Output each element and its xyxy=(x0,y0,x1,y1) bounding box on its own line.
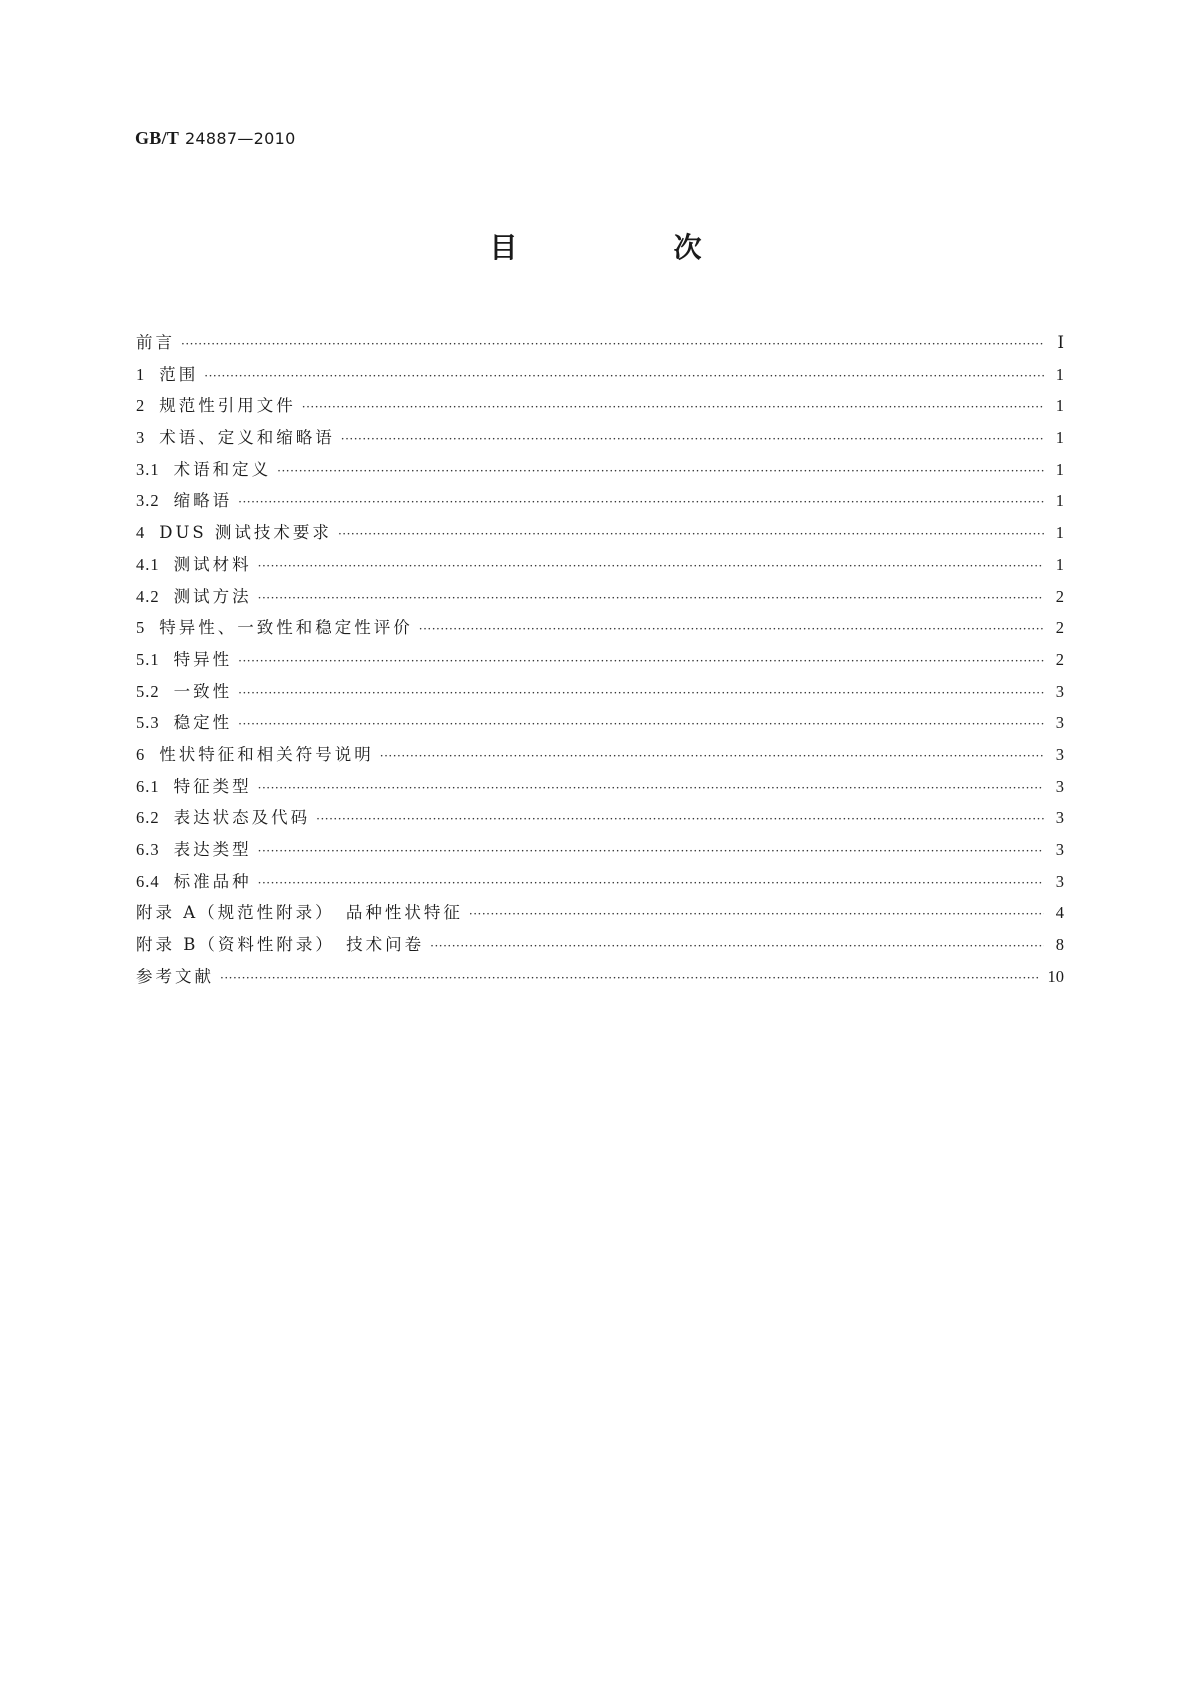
standard-prefix: GB/T xyxy=(135,128,180,148)
toc-entry-label xyxy=(136,549,258,581)
toc-section-title: 附录 B（资料性附录） 技术问卷 xyxy=(136,935,425,955)
toc-entry[interactable] xyxy=(136,739,1064,771)
toc-entry[interactable] xyxy=(136,581,1064,613)
toc-entry-label xyxy=(136,771,258,803)
toc-section-number: 3.2 xyxy=(136,491,160,511)
toc-page-number: 10 xyxy=(1047,966,1064,986)
toc-section-title: 附录 A（规范性附录） 品种性状特征 xyxy=(136,903,463,923)
toc-entry-label xyxy=(136,327,181,359)
toc-page-number: 3 xyxy=(1055,713,1064,733)
toc-entry[interactable] xyxy=(136,897,1064,929)
toc-entry-label xyxy=(136,612,419,644)
toc-entry-label xyxy=(136,929,430,961)
toc-section-title: 测试材料 xyxy=(173,554,252,574)
toc-entry-label xyxy=(136,802,316,834)
toc-entry[interactable] xyxy=(136,771,1064,803)
toc-section-title: 特异性、一致性和稳定性评价 xyxy=(159,618,413,638)
toc-section-title: 术语、定义和缩略语 xyxy=(159,428,335,448)
toc-entry[interactable] xyxy=(136,454,1064,486)
toc-entry-label xyxy=(136,517,338,549)
dot-leader xyxy=(469,899,1044,931)
toc-entry[interactable] xyxy=(136,327,1064,359)
toc-section-title: 特征类型 xyxy=(173,776,252,796)
toc-entry-label xyxy=(136,359,204,391)
toc-entry-label xyxy=(136,485,238,517)
toc-entry-label xyxy=(136,676,238,708)
toc-section-number: 1 xyxy=(136,364,146,384)
toc-section-number: 4.2 xyxy=(136,586,160,606)
toc-page-number: 3 xyxy=(1055,776,1064,796)
toc-entry[interactable] xyxy=(136,961,1064,993)
toc-entry[interactable] xyxy=(136,834,1064,866)
toc-page-number: 4 xyxy=(1055,903,1064,923)
toc-entry[interactable] xyxy=(136,707,1064,739)
toc-section-number: 3 xyxy=(136,428,146,448)
toc-entry[interactable] xyxy=(136,485,1064,517)
dot-leader xyxy=(258,868,1044,900)
dot-leader xyxy=(181,329,1044,361)
toc-entry[interactable] xyxy=(136,549,1064,581)
toc-section-title: 术语和定义 xyxy=(173,459,272,479)
toc-page-number: 3 xyxy=(1055,744,1064,764)
toc-entry[interactable] xyxy=(136,644,1064,676)
dot-leader xyxy=(238,678,1044,710)
dot-leader xyxy=(430,931,1044,963)
toc-section-title: 表达状态及代码 xyxy=(173,808,311,828)
toc-page-number: 1 xyxy=(1055,491,1064,511)
toc-page-number: 1 xyxy=(1055,396,1064,416)
toc-entry[interactable] xyxy=(136,866,1064,898)
toc-entry-label xyxy=(136,581,258,613)
toc-section-title: 特异性 xyxy=(173,649,233,669)
toc-section-number: 5 xyxy=(136,618,146,638)
standard-number: 24887—2010 xyxy=(184,129,296,148)
toc-section-title: 一致性 xyxy=(173,681,233,701)
dot-leader xyxy=(258,773,1044,805)
toc-section-number: 6.1 xyxy=(136,776,160,796)
toc-section-number: 5.2 xyxy=(136,681,160,701)
toc-section-number: 4 xyxy=(136,523,146,543)
toc-page-number: 1 xyxy=(1055,459,1064,479)
toc-entry[interactable] xyxy=(136,802,1064,834)
toc-page-number: 2 xyxy=(1055,649,1064,669)
toc-page-number: 3 xyxy=(1055,681,1064,701)
dot-leader xyxy=(220,963,1040,995)
toc-section-title: DUS 测试技术要求 xyxy=(159,523,332,543)
toc-page-number: 2 xyxy=(1055,586,1064,606)
dot-leader xyxy=(204,361,1044,393)
toc-section-number: 6 xyxy=(136,744,146,764)
toc-entry[interactable] xyxy=(136,390,1064,422)
toc-page-number: 1 xyxy=(1055,523,1064,543)
toc-entry[interactable] xyxy=(136,929,1064,961)
toc-entry[interactable] xyxy=(136,359,1064,391)
toc-entry-label xyxy=(136,961,220,993)
toc-entry[interactable] xyxy=(136,517,1064,549)
toc-section-number: 6.3 xyxy=(136,840,160,859)
toc-section-number: 5.1 xyxy=(136,649,160,669)
toc-page-number: 2 xyxy=(1055,618,1064,638)
toc-entry-label xyxy=(136,390,302,422)
dot-leader xyxy=(419,614,1044,646)
toc-entry[interactable] xyxy=(136,612,1064,644)
toc-entry-label xyxy=(136,422,341,454)
toc-page-number: 1 xyxy=(1055,428,1064,448)
toc-section-number: 5.3 xyxy=(136,713,160,733)
toc-entry-label xyxy=(136,644,238,676)
toc-entry-label xyxy=(136,834,258,866)
document-code xyxy=(135,128,296,149)
toc-entry[interactable] xyxy=(136,422,1064,454)
page-title: 目 次 xyxy=(489,231,766,264)
toc-page-number: 8 xyxy=(1055,935,1064,955)
toc-section-title: 标准品种 xyxy=(173,871,252,891)
toc-section-number: 6.2 xyxy=(136,808,160,828)
toc-section-number: 2 xyxy=(136,396,146,416)
toc-section-title: 前言 xyxy=(136,333,175,352)
toc-section-title: 性状特征和相关符号说明 xyxy=(159,744,374,764)
toc-section-number: 4.1 xyxy=(136,554,160,574)
toc-section-title: 稳定性 xyxy=(173,713,233,733)
dot-leader xyxy=(302,392,1044,424)
toc-page-number: 1 xyxy=(1055,554,1064,574)
dot-leader xyxy=(258,583,1044,615)
table-of-contents xyxy=(136,327,1064,992)
dot-leader xyxy=(258,551,1044,583)
toc-entry-label xyxy=(136,897,469,929)
dot-leader xyxy=(277,456,1044,488)
toc-section-title: 缩略语 xyxy=(173,491,233,511)
toc-section-title: 范围 xyxy=(159,364,199,384)
dot-leader xyxy=(238,646,1044,678)
toc-entry-label xyxy=(136,739,380,771)
dot-leader xyxy=(338,519,1044,551)
toc-section-number: 3.1 xyxy=(136,459,160,479)
toc-entry-label xyxy=(136,866,258,898)
toc-entry-label xyxy=(136,707,238,739)
dot-leader xyxy=(258,836,1044,868)
dot-leader xyxy=(380,741,1044,773)
dot-leader xyxy=(238,709,1044,741)
toc-page-number: Ⅰ xyxy=(1057,333,1064,352)
toc-section-title: 规范性引用文件 xyxy=(159,396,296,416)
toc-page-number: 3 xyxy=(1055,808,1064,828)
toc-section-title: 测试方法 xyxy=(173,586,252,606)
toc-page-number: 3 xyxy=(1055,871,1064,891)
toc-page-number: 1 xyxy=(1055,364,1064,384)
toc-entry[interactable] xyxy=(136,676,1064,708)
toc-section-title: 表达类型 xyxy=(173,840,252,859)
toc-entry-label xyxy=(136,454,277,486)
dot-leader xyxy=(316,804,1044,836)
dot-leader xyxy=(341,424,1044,456)
toc-page-number: 3 xyxy=(1055,840,1064,859)
dot-leader xyxy=(238,487,1044,519)
toc-section-title: 参考文献 xyxy=(136,966,214,986)
toc-section-number: 6.4 xyxy=(136,871,160,891)
